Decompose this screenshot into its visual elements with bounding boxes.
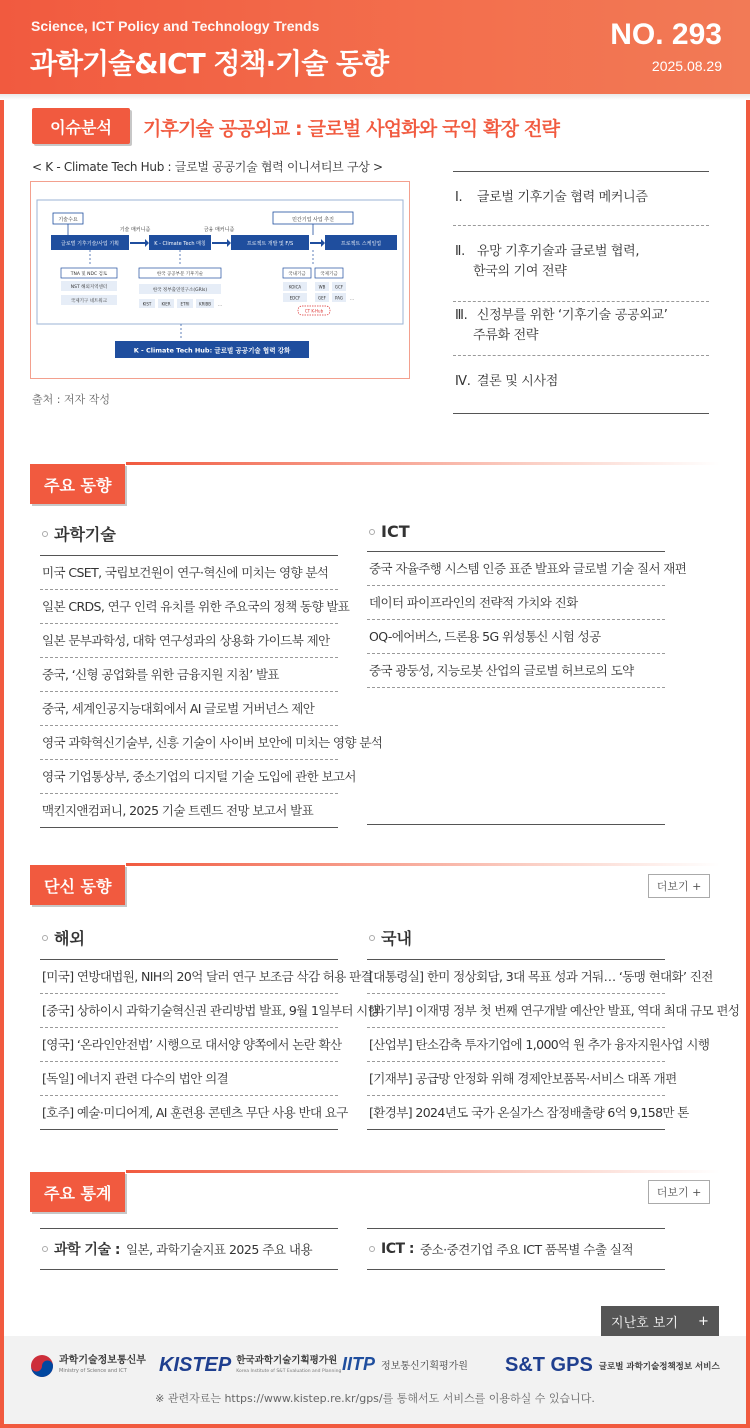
trends-ict-head-label: ICT bbox=[381, 522, 410, 541]
diagram-right-tag-1: KOICA bbox=[288, 284, 302, 290]
diagram-mid-title: 한국 공공부문 기후기술 bbox=[156, 272, 204, 277]
stgps-name: 글로벌 과학기술정책정보 서비스 bbox=[598, 1361, 720, 1372]
list-item[interactable]: 영국 과학혁신기술부, 신흥 기술이 사이버 보안에 미치는 영향 분석 bbox=[40, 726, 338, 760]
trends-sci-head-label: 과학기술 bbox=[54, 525, 116, 544]
trends-ict-column bbox=[367, 522, 687, 825]
bullet-icon bbox=[369, 1246, 375, 1252]
toc-item-1[interactable] bbox=[453, 172, 709, 226]
toc-item-3[interactable] bbox=[453, 302, 709, 356]
msit-name-en: Ministry of Science and ICT bbox=[59, 1368, 127, 1374]
bullet-icon bbox=[42, 1246, 48, 1252]
diagram-right-tag-5: GEF bbox=[318, 295, 326, 301]
issue-caption: < K - Climate Tech Hub : 글로벌 공공기술 협력 이니셔티브 구상 > bbox=[32, 160, 383, 174]
diagram-box-1: 글로벌 기후기술/사업 기획 bbox=[61, 241, 119, 247]
trends-ict-head bbox=[367, 522, 665, 552]
list-item[interactable]: 영국 기업통상부, 중소기업의 디지털 기술 도입에 관한 보고서 bbox=[40, 760, 338, 794]
stats-sci-text: 일본, 과학기술지표 2025 주요 내용 bbox=[125, 1242, 313, 1257]
header-shadow bbox=[0, 94, 750, 100]
diagram-left-item-2: NST 해외지역센터 bbox=[70, 285, 108, 290]
taegeuk-icon bbox=[30, 1354, 54, 1378]
diagram-top-right: 민간기업 사업 추진 bbox=[292, 217, 334, 223]
toc-num: Ⅲ. bbox=[455, 308, 468, 323]
diagram-ct-hub: CT K-Hub bbox=[304, 308, 324, 314]
news-domestic-column bbox=[367, 926, 740, 1130]
header-subtitle: Science, ICT Policy and Technology Trends bbox=[31, 18, 320, 34]
list-item[interactable]: 맥킨지앤컴퍼니, 2025 기술 트렌드 전망 보고서 발표 bbox=[40, 794, 338, 828]
page-title: 과학기술&ICT 정책·기술 동향 bbox=[30, 47, 389, 80]
diagram-mid-tag-5: ... bbox=[218, 301, 222, 307]
diagram-mid-tag-3: ETRI bbox=[180, 301, 190, 307]
stats-sci-row[interactable] bbox=[40, 1228, 338, 1270]
stats-ict-text: 중소·중견기업 주요 ICT 품목별 수출 실적 bbox=[420, 1242, 634, 1257]
diagram-right-tag-7: ... bbox=[350, 295, 354, 301]
trends-rule bbox=[126, 462, 720, 465]
toc-num: Ⅰ. bbox=[455, 190, 463, 205]
stats-rule bbox=[126, 1170, 720, 1173]
issue-date: 2025.08.29 bbox=[651, 58, 722, 74]
diagram-left-item-1: TNA 및 NDC 검토 bbox=[70, 272, 108, 277]
news-foreign-head bbox=[40, 926, 338, 960]
plus-icon: + bbox=[698, 1313, 709, 1329]
kistep-name-en: Korea Institute of S&T Evaluation and Planning bbox=[236, 1368, 342, 1374]
kistep-wordmark: KISTEP bbox=[159, 1354, 232, 1376]
trends-badge: 주요 동향 bbox=[30, 464, 125, 504]
diagram-box-4: 프로젝트 스케일업 bbox=[340, 241, 382, 247]
diagram-flow-label-1: 기술 매커니즘 bbox=[119, 227, 151, 233]
list-item[interactable]: [환경부] 2024년도 국가 온실가스 잠정배출량 6억 9,158만 톤 bbox=[367, 1096, 665, 1130]
toc-text: 글로벌 기후기술 협력 메커니즘 bbox=[476, 190, 648, 205]
news-foreign-column bbox=[40, 926, 380, 1130]
msit-name: 과학기술정보통신부 bbox=[59, 1355, 146, 1366]
stgps-logo[interactable] bbox=[505, 1354, 720, 1377]
list-item[interactable]: 중국 광둥성, 지능로봇 산업의 글로벌 허브로의 도약 bbox=[367, 654, 665, 688]
toc-text: 결론 및 시사점 bbox=[476, 374, 559, 389]
ict-column-filler bbox=[367, 688, 665, 825]
stats-ict-row[interactable] bbox=[367, 1228, 665, 1270]
bullet-icon bbox=[369, 935, 375, 941]
bullet-icon bbox=[369, 529, 375, 535]
diagram-svg bbox=[31, 182, 409, 378]
trends-sci-column bbox=[40, 522, 383, 828]
list-item[interactable]: [미국] 연방대법원, NIH의 20억 달러 연구 보조금 삭감 허용 판결 bbox=[40, 960, 338, 994]
kistep-name: 한국과학기술기획평가원 bbox=[236, 1354, 338, 1366]
footer-notice: ※ 관련자료는 https://www.kistep.re.kr/gps/를 통해서도 서비스를 이용하실 수 있습니다. bbox=[155, 1392, 595, 1405]
news-more-button[interactable]: 더보기 + bbox=[648, 874, 710, 898]
stats-sci-label: 과학 기술 : bbox=[54, 1242, 120, 1258]
iitp-wordmark: IITP bbox=[342, 1354, 376, 1374]
bullet-icon bbox=[42, 935, 48, 941]
stats-badge: 주요 통계 bbox=[30, 1172, 125, 1212]
issue-source: 출처 : 저자 작성 bbox=[32, 393, 110, 406]
stats-more-button[interactable]: 더보기 + bbox=[648, 1180, 710, 1204]
diagram-bottom-bar: K - Climate Tech Hub: 글로벌 공공기술 협력 강화 bbox=[133, 346, 291, 355]
diagram-right-head-2: 국제기금 bbox=[320, 272, 338, 277]
diagram-mid-tag-2: KIER bbox=[161, 301, 171, 307]
issue-badge: 이슈분석 bbox=[32, 108, 130, 144]
list-item[interactable]: 데이터 파이프라인의 전략적 가치와 진화 bbox=[367, 586, 665, 620]
list-item[interactable]: 일본 문부과학성, 대학 연구성과의 상용화 가이드북 제안 bbox=[40, 624, 338, 658]
diagram-right-tag-2: WB bbox=[318, 284, 326, 290]
iitp-name: 정보통신기획평가원 bbox=[381, 1361, 468, 1372]
news-foreign-head-label: 해외 bbox=[54, 929, 85, 948]
list-item[interactable]: [영국] ‘온라인안전법’ 시행으로 대서양 양쪽에서 논란 확산 bbox=[40, 1028, 338, 1062]
toc-text-cont: 한국의 기여 전략 bbox=[473, 264, 567, 279]
list-item[interactable]: OQ-에어버스, 드론용 5G 위성통신 시험 성공 bbox=[367, 620, 665, 654]
diagram-mid-sub: 한국 정부출연연구소(GRIs) bbox=[152, 288, 208, 293]
toc-num: Ⅱ. bbox=[455, 244, 465, 259]
diagram-mid-tag-1: KIST bbox=[142, 301, 152, 307]
stgps-wordmark: S&T GPS bbox=[505, 1354, 593, 1376]
list-item[interactable]: 미국 CSET, 국립보건원이 연구·혁신에 미치는 영향 분석 bbox=[40, 556, 338, 590]
list-item[interactable]: 중국 자율주행 시스템 인증 표준 발표와 글로벌 기술 질서 재편 bbox=[367, 552, 665, 586]
issue-title[interactable]: 기후기술 공공외교 : 글로벌 사업화와 국익 확장 전략 bbox=[143, 118, 560, 140]
toc-text: 유망 기후기술과 글로벌 협력, bbox=[476, 244, 640, 259]
header bbox=[0, 0, 750, 94]
trends-sci-head bbox=[40, 522, 338, 556]
diagram-right-tag-6: PAG bbox=[335, 295, 343, 301]
toc-item-4[interactable] bbox=[453, 356, 709, 414]
diagram-top-left: 기술수요 bbox=[58, 217, 78, 223]
diagram-right-tag-4: EDCF bbox=[289, 295, 301, 301]
news-domestic-head bbox=[367, 926, 665, 960]
diagram-flow-label-2: 금융 매커니즘 bbox=[203, 227, 235, 233]
diagram-box-3: 프로젝트 개발 및 F/S bbox=[246, 241, 294, 247]
news-rule bbox=[126, 863, 720, 866]
issue-number: NO. 293 bbox=[610, 18, 722, 51]
list-item[interactable]: [산업부] 탄소감축 투자기업에 1,000억 원 추가 융자지원사업 시행 bbox=[367, 1028, 665, 1062]
toc-num: Ⅳ. bbox=[455, 374, 471, 389]
list-item[interactable]: [호주] 예술·미디어계, AI 훈련용 콘텐츠 무단 사용 반대 요구 bbox=[40, 1096, 338, 1130]
bullet-icon bbox=[42, 531, 48, 537]
diagram-left-item-3: 국제기구 네트워크 bbox=[70, 299, 108, 304]
archive-label: 지난호 보기 bbox=[611, 1315, 678, 1331]
diagram-mid-tag-4: KRIBB bbox=[198, 301, 212, 307]
archive-button[interactable] bbox=[601, 1306, 719, 1336]
toc-text-cont: 주류화 전략 bbox=[473, 328, 539, 343]
list-item[interactable]: [독일] 에너지 관련 다수의 법안 의결 bbox=[40, 1062, 338, 1096]
diagram-right-tag-3: GCF bbox=[334, 284, 344, 290]
kistep-logo[interactable] bbox=[159, 1354, 341, 1377]
msit-logo[interactable] bbox=[30, 1354, 146, 1378]
iitp-logo[interactable] bbox=[342, 1354, 468, 1375]
footer bbox=[4, 1336, 746, 1424]
toc-item-2[interactable] bbox=[453, 226, 709, 302]
list-item[interactable]: 중국, ‘신형 공업화를 위한 금융지원 지침’ 발표 bbox=[40, 658, 338, 692]
diagram-box-2: K - Climate Tech 매칭 bbox=[154, 241, 206, 247]
news-badge: 단신 동향 bbox=[30, 865, 125, 905]
list-item[interactable]: 일본 CRDS, 연구 인력 유치를 위한 주요국의 정책 동향 발표 bbox=[40, 590, 338, 624]
list-item[interactable]: [과기부] 이재명 정부 첫 번째 연구개발 예산안 발표, 역대 최대 규모 편성 bbox=[367, 994, 665, 1028]
toc-text: 신정부를 위한 ‘기후기술 공공외교’ bbox=[476, 308, 668, 323]
diagram-right-head-1: 국내기금 bbox=[288, 272, 306, 277]
issue-diagram[interactable] bbox=[30, 181, 410, 379]
news-domestic-head-label: 국내 bbox=[381, 929, 412, 948]
list-item[interactable]: [중국] 상하이시 과학기술혁신권 관리방법 발표, 9월 1일부터 시행 bbox=[40, 994, 338, 1028]
list-item[interactable]: 중국, 세계인공지능대회에서 AI 글로벌 거버넌스 제안 bbox=[40, 692, 338, 726]
list-item[interactable]: [대통령실] 한미 정상회담, 3대 목표 성과 거둬… ‘동맹 현대화’ 진전 bbox=[367, 960, 665, 994]
issue-toc bbox=[453, 171, 709, 414]
stats-ict-label: ICT : bbox=[381, 1241, 415, 1257]
list-item[interactable]: [기재부] 공급망 안정화 위해 경제안보품목·서비스 대폭 개편 bbox=[367, 1062, 665, 1096]
